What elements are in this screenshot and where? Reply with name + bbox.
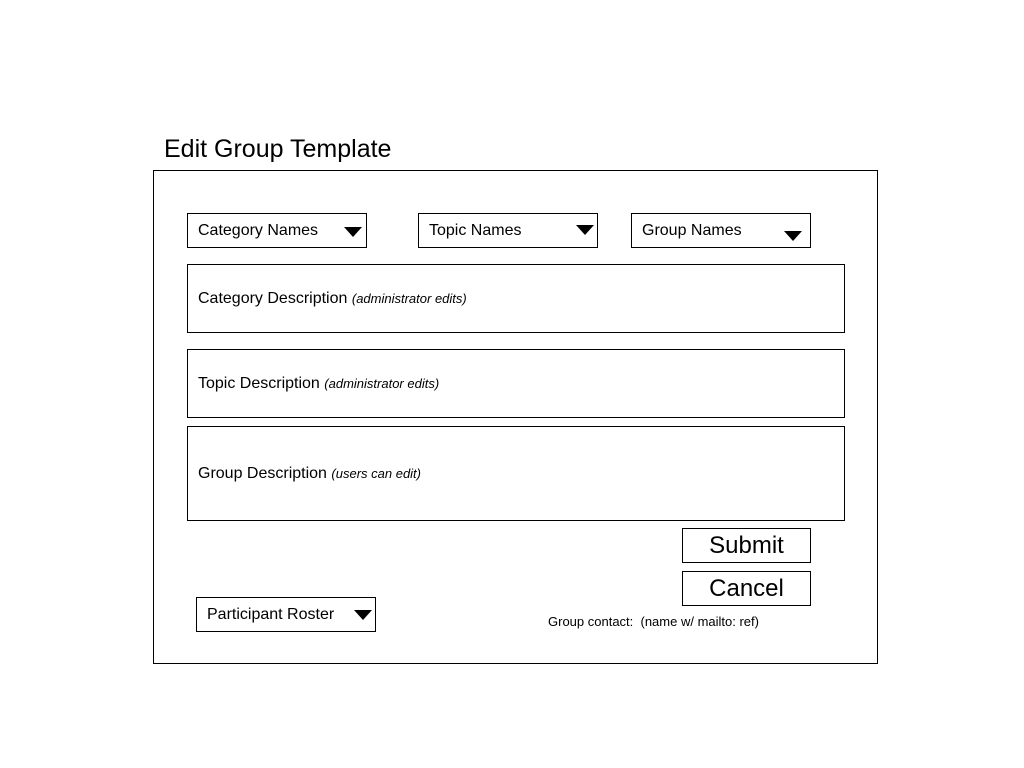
group-description-text — [198, 465, 421, 483]
topic-description-field[interactable] — [187, 349, 845, 418]
category-description-text — [198, 290, 467, 308]
participant-roster-label: Participant Roster — [207, 606, 335, 623]
category-names-label: Category Names — [198, 222, 319, 239]
group-description-note: (users can edit) — [331, 466, 421, 481]
group-description-label: Group Description — [198, 465, 327, 482]
topic-names-dropdown[interactable] — [418, 213, 598, 248]
topic-names-label: Topic Names — [429, 222, 522, 239]
group-description-field[interactable] — [187, 426, 845, 521]
chevron-down-icon — [354, 610, 372, 620]
cancel-button[interactable]: Cancel — [682, 571, 811, 606]
page-title: Edit Group Template — [164, 135, 392, 163]
chevron-down-icon — [576, 225, 594, 235]
topic-description-note: (administrator edits) — [324, 376, 440, 391]
category-description-field[interactable] — [187, 264, 845, 333]
category-description-note: (administrator edits) — [351, 291, 467, 306]
category-names-dropdown[interactable] — [187, 213, 367, 248]
category-description-label: Category Description — [198, 290, 348, 307]
topic-description-label: Topic Description — [198, 375, 320, 392]
group-names-label: Group Names — [642, 222, 742, 239]
topic-description-text — [198, 375, 439, 393]
group-names-dropdown[interactable] — [631, 213, 811, 248]
submit-button[interactable]: Submit — [682, 528, 811, 563]
chevron-down-icon — [784, 231, 802, 241]
chevron-down-icon — [344, 227, 362, 237]
participant-roster-dropdown[interactable] — [196, 597, 376, 632]
group-contact: Group contact: (name w/ mailto: ref) — [548, 614, 759, 629]
